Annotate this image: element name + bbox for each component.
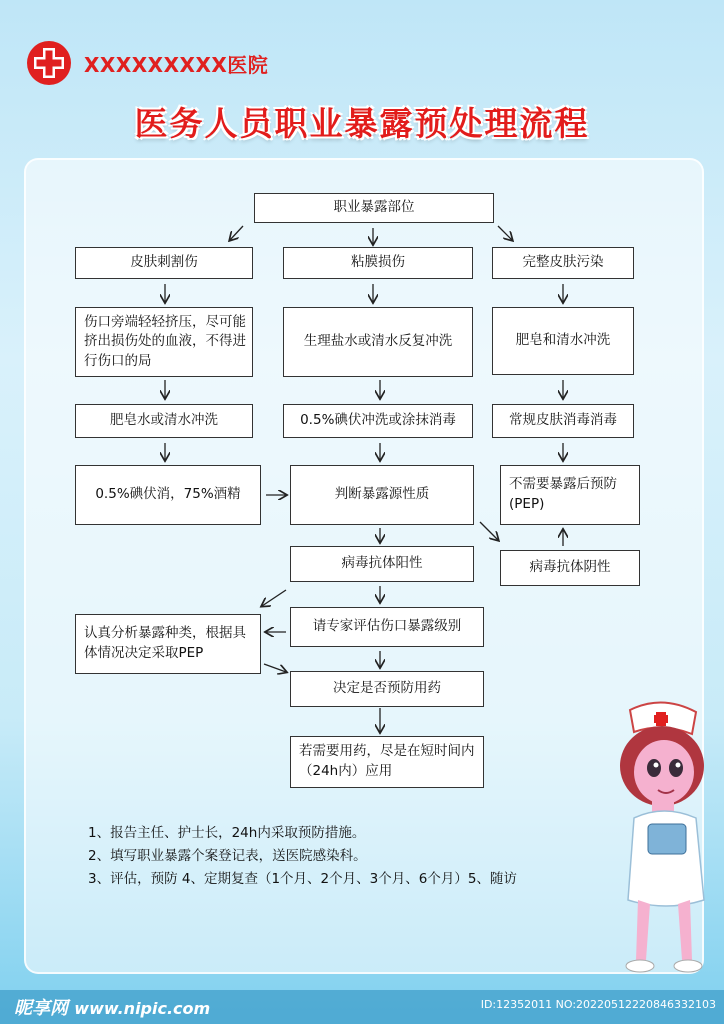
note-item: 2、填写职业暴露个案登记表，送医院感染科。	[88, 848, 367, 864]
flow-soap-water-box: 肥皂水或清水冲洗	[75, 404, 253, 438]
notes-list	[88, 822, 517, 891]
note-item: 3、评估，预防 4、定期复查（1个月、2个月、3个月、6个月）5、随访	[88, 871, 517, 887]
note-item: 1、报告主任、护士长，24h内采取预防措施。	[88, 825, 366, 841]
watermark	[14, 994, 210, 1020]
watermark-brand: 昵享网	[14, 998, 68, 1019]
flow-root-box: 职业暴露部位	[254, 193, 494, 223]
flow-medication-timing-box: 若需要用药，尽是在短时间内（24h内）应用	[290, 736, 484, 788]
flow-saline-box: 生理盐水或清水反复冲洗	[283, 307, 473, 377]
flow-iodine-alcohol-box: 0.5%碘伏消，75%酒精	[75, 465, 261, 525]
hospital-name: XXXXXXXXX医院	[84, 53, 269, 77]
flow-expert-assess-box: 请专家评估伤口暴露级别	[290, 607, 484, 647]
flow-mucosa-box: 粘膜损伤	[283, 247, 473, 279]
page-title: 医务人员职业暴露预处理流程	[134, 104, 590, 143]
hospital-cross-logo	[26, 40, 72, 86]
flow-soap-box: 肥皂和清水冲洗	[492, 307, 634, 375]
flow-squeeze-box: 伤口旁端轻轻挤压，尽可能挤出损伤处的血液，不得进行伤口的局	[75, 307, 253, 377]
flow-routine-disinfect-box: 常规皮肤消毒消毒	[492, 404, 634, 438]
watermark-url: www.nipic.com	[74, 999, 211, 1018]
nurse-illustration	[600, 700, 724, 990]
image-id-text: ID:12352011 NO:20220512220846332103	[480, 998, 716, 1011]
flow-decide-medication-box: 决定是否预防用药	[290, 671, 484, 707]
flow-skin-cut-box: 皮肤刺割伤	[75, 247, 253, 279]
flow-intact-skin-box: 完整皮肤污染	[492, 247, 634, 279]
flow-judge-source-box: 判断暴露源性质	[290, 465, 474, 525]
flow-antibody-negative-box: 病毒抗体阴性	[500, 550, 640, 586]
flow-iodine-rinse-box: 0.5%碘伏冲洗或涂抹消毒	[283, 404, 473, 438]
flow-no-pep-box: 不需要暴露后预防(PEP)	[500, 465, 640, 525]
flow-antibody-positive-box: 病毒抗体阳性	[290, 546, 474, 582]
flow-analyze-pep-box: 认真分析暴露种类，根据具体情况决定采取PEP	[75, 614, 261, 674]
